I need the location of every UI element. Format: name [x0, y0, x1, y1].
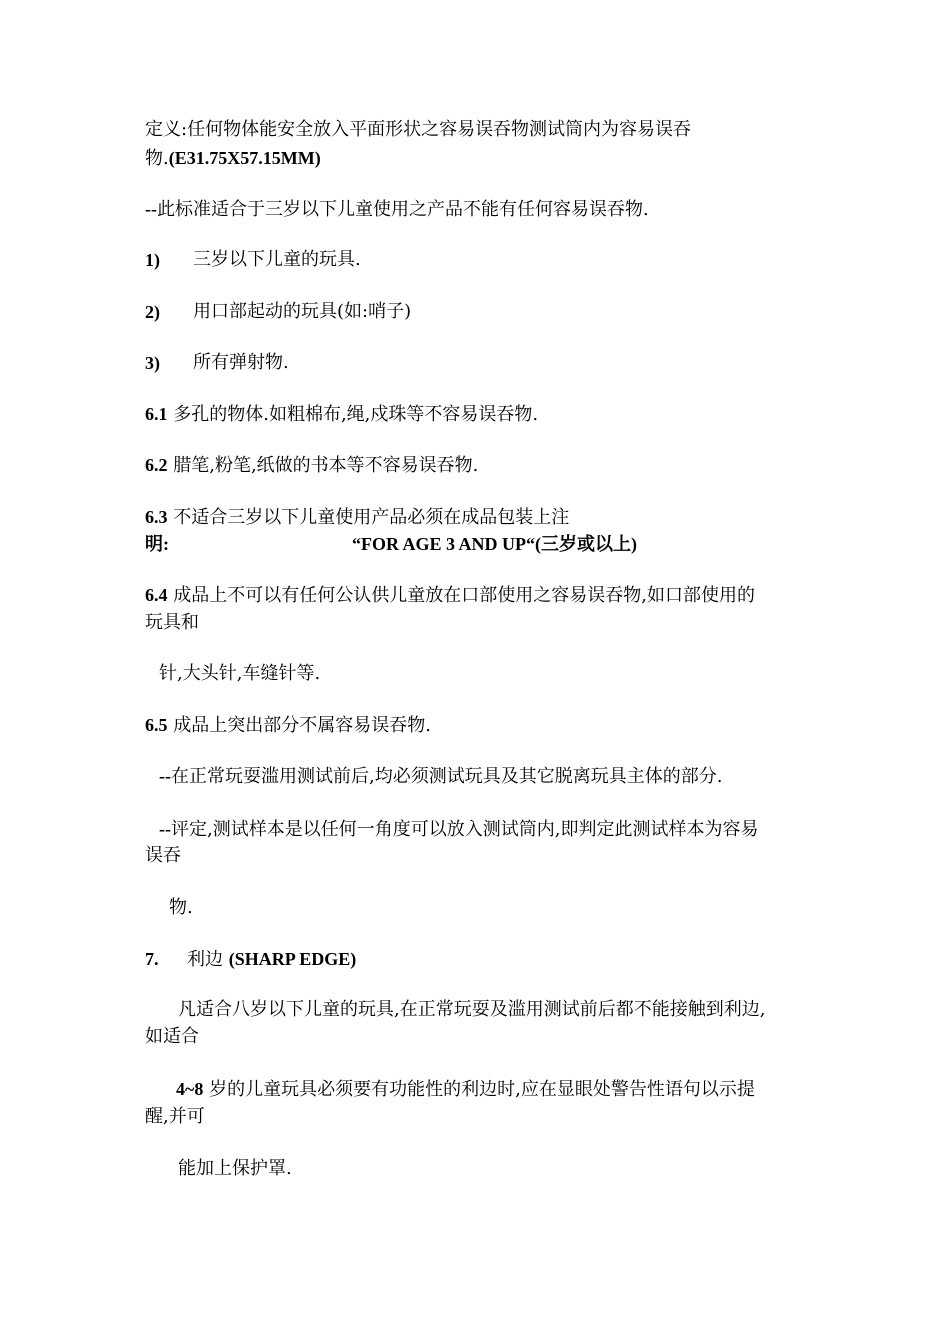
section-6-3-line-2 [145, 531, 169, 558]
section-title: 利边 [187, 949, 223, 970]
note-prefix: -- [159, 766, 171, 786]
age-warning-quote: “FOR AGE 3 AND UP“ [352, 534, 536, 554]
section-6-5 [145, 712, 431, 739]
age-warning-note: (三岁或以上) [535, 534, 638, 554]
scope-text: 此标准适合于三岁以下儿童使用之产品不能有任何容易误吞物. [157, 199, 649, 220]
section-text: 多孔的物体.如粗棉布,绳,戍珠等不容易误吞物. [173, 404, 539, 425]
section-text: 成品上不可以有任何公认供儿童放在口部使用之容易误吞物,如口部使用的 [173, 585, 755, 606]
section-text-cont: 针,大头针,车缝针等. [159, 663, 321, 684]
section-number: 7. [145, 949, 159, 969]
section-7-body-line-1 [178, 997, 765, 1023]
definition-dimensions: (E31.75X57.15MM) [168, 148, 321, 168]
section-text: 腊笔,粉笔,纸做的书本等不容易误吞物. [173, 455, 479, 476]
body-text-cont: 如适合 [145, 1026, 199, 1047]
section-title-en: (SHARP EDGE) [228, 949, 357, 969]
section-6-4-line-2 [145, 610, 199, 636]
label-text: 明: [145, 534, 169, 554]
section-7-body-line-4 [145, 1104, 205, 1130]
body-text: 凡适合八岁以下儿童的玩具,在正常玩耍及滥用测试前后都不能接触到利边, [178, 999, 766, 1020]
section-6-3-line-1 [145, 504, 569, 531]
scope-prefix: -- [145, 199, 157, 219]
section-7-title [187, 946, 356, 973]
section-7-heading [145, 946, 159, 973]
section-number: 6.2 [145, 455, 168, 475]
body-text: 岁的儿童玩具必须要有功能性的利边时,应在显眼处警告性语句以示提 [209, 1079, 755, 1100]
section-6-4-line-3 [159, 661, 320, 687]
definition-text-cont: 物. [145, 148, 169, 169]
definition-line-2 [145, 145, 321, 172]
note-line [159, 816, 758, 843]
list-item-number: 1) [145, 250, 160, 270]
body-text-cont: 能加上保护罩. [178, 1158, 292, 1179]
list-item-text: 三岁以下儿童的玩具. [193, 249, 361, 270]
note-line [159, 763, 722, 790]
age-warning [352, 531, 637, 558]
list-item-text: 用口部起动的玩具(如:哨子) [193, 301, 412, 322]
note-text: 在正常玩耍滥用测试前后,均必须测试玩具及其它脱离玩具主体的部分. [171, 766, 723, 787]
section-number: 6.5 [145, 715, 168, 735]
section-number: 6.1 [145, 404, 168, 424]
section-7-body-line-3 [176, 1076, 755, 1103]
section-7-body-line-5 [178, 1156, 292, 1182]
section-number: 6.3 [145, 507, 168, 527]
definition-text: 定义:任何物体能安全放入平面形状之容易误吞物测试筒内为容易误吞 [145, 119, 692, 140]
section-6-4-line-1 [145, 582, 755, 609]
note-text-cont: 误吞 [145, 845, 181, 866]
definition-line-1 [145, 117, 691, 143]
note-line-cont [169, 895, 193, 921]
section-6-2 [145, 452, 478, 479]
section-number: 6.4 [145, 585, 168, 605]
section-text: 不适合三岁以下儿童使用产品必须在成品包装上注 [173, 507, 570, 528]
list-item-number: 2) [145, 302, 160, 322]
note-text: 评定,测试样本是以任何一角度可以放入测试筒内,即判定此测试样本为容易 [171, 819, 759, 840]
note-line-cont [145, 843, 181, 869]
section-6-1 [145, 401, 538, 428]
section-text: 成品上突出部分不属容易误吞物. [173, 715, 431, 736]
body-text-cont: 醒,并可 [145, 1106, 205, 1127]
list-item-number: 3) [145, 353, 160, 373]
section-text-cont: 玩具和 [145, 612, 199, 633]
scope-line [145, 196, 649, 223]
note-text-cont: 物. [169, 897, 193, 918]
age-range: 4~8 [176, 1079, 204, 1099]
note-prefix: -- [159, 819, 171, 839]
section-7-body-line-2 [145, 1024, 199, 1050]
list-item-text: 所有弹射物. [193, 352, 289, 373]
